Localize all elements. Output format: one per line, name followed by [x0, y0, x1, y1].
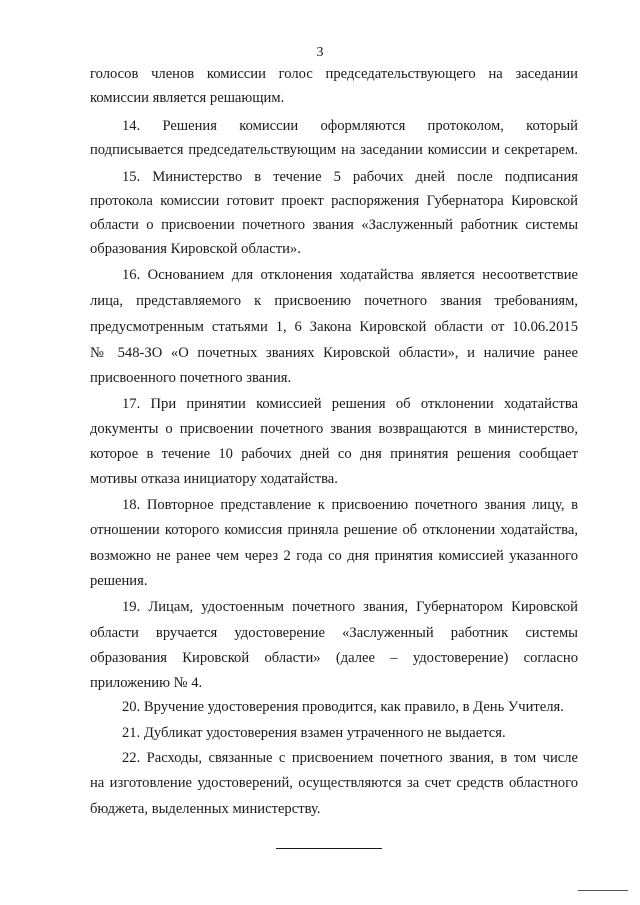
text-line: на изготовление удостоверений, осуществляются за счет средств областного [90, 775, 578, 791]
text-line: бюджета, выделенных министерству. [90, 801, 321, 817]
text-line: мотивы отказа инициатору ходатайства. [90, 471, 338, 487]
page-number: 3 [316, 45, 324, 60]
text-line: области о присвоении почетного звания «Заслуженный работник системы [90, 217, 578, 233]
text-line: приложению № 4. [90, 675, 203, 691]
text-line: отношении которого комиссия приняла решение об отклонении ходатайства, [90, 522, 578, 538]
text-line: 19. Лицам, удостоенным почетного звания, Губернатором Кировской [122, 599, 578, 615]
corner-mark [578, 890, 628, 891]
text-line: 15. Министерство в течение 5 рабочих дней после подписания [122, 169, 578, 185]
text-line: комиссии является решающим. [90, 90, 285, 106]
text-line: 16. Основанием для отклонения ходатайства является несоответствие [122, 267, 578, 283]
text-line: 22. Расходы, связанные с присвоением почетного звания, в том числе [122, 750, 578, 766]
text-line: протокола комиссии готовит проект распоряжения Губернатора Кировской [90, 193, 578, 209]
text-line: возможно не ранее чем через 2 года со дня принятия комиссией указанного [90, 548, 578, 564]
text-line: области вручается удостоверение «Заслуженный работник системы [90, 625, 578, 641]
text-line: образования Кировской области». [90, 241, 301, 257]
text-line: 17. При принятии комиссией решения об отклонении ходатайства [122, 396, 578, 412]
text-line: решения. [90, 573, 148, 589]
text-line: 18. Повторное представление к присвоению почетного звания лицу, в [122, 497, 578, 513]
end-separator-line [276, 848, 382, 849]
text-line: документы о присвоении почетного звания возвращаются в министерство, [90, 421, 578, 437]
text-line: 14. Решения комиссии оформляются протоколом, который [122, 118, 578, 134]
text-line: предусмотренным статьями 1, 6 Закона Кировской области от 10.06.2015 [90, 319, 578, 335]
text-line: лица, представляемого к присвоению почетного звания требованиям, [90, 293, 578, 309]
text-line: присвоенного почетного звания. [90, 370, 292, 386]
text-line: 20. Вручение удостоверения проводится, как правило, в День Учителя. [122, 699, 564, 715]
text-line: подписывается председательствующим на заседании комиссии и секретарем. [90, 142, 578, 158]
text-line: голосов членов комиссии голос председательствующего на заседании [90, 66, 578, 82]
text-line: 21. Дубликат удостоверения взамен утраченного не выдается. [122, 725, 506, 741]
text-line: образования Кировской области» (далее – удостоверение) согласно [90, 650, 578, 666]
text-line: которое в течение 10 рабочих дней со дня принятия решения сообщает [90, 446, 578, 462]
text-line: № 548-ЗО «О почетных званиях Кировской области», и наличие ранее [90, 345, 578, 361]
